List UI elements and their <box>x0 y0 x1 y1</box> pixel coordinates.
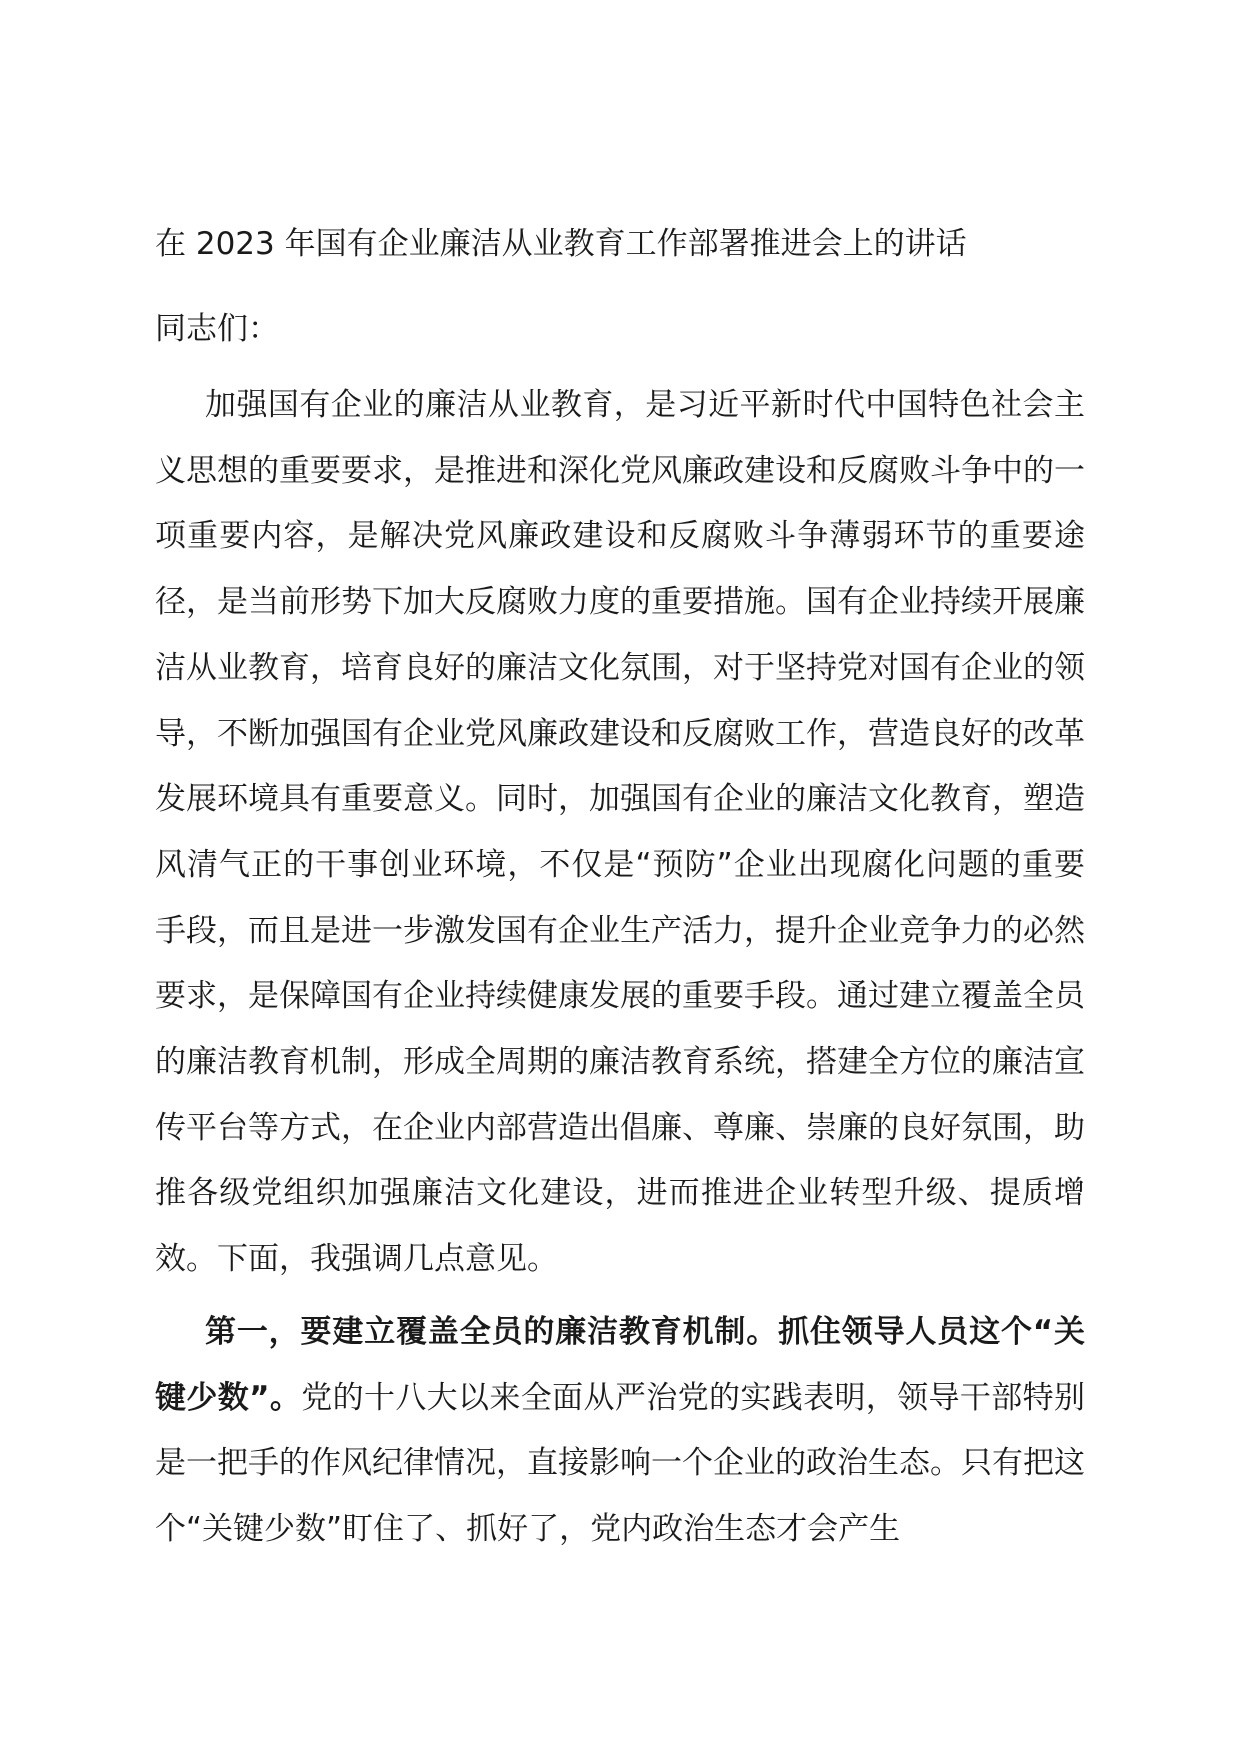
body-paragraph-intro <box>155 373 1085 1293</box>
body-paragraph-first-point <box>155 1300 1085 1563</box>
paragraph-lead-heading: 第一，要建立覆盖全员的廉洁教育机制。抓住领导人员这个“关键少数”。 <box>155 1314 1085 1416</box>
document-title: 在 2023 年国有企业廉洁从业教育工作部署推进会上的讲话 <box>155 226 967 262</box>
paragraph-text: 党的十八大以来全面从严治党的实践表明，领导干部特别是一把手的作风纪律情况，直接影响一个企业的政治生态。只有把这个“关键少数”盯住了、抓好了，党内政治生态才会产生 <box>155 1379 1086 1548</box>
salutation: 同志们： <box>155 311 279 347</box>
paragraph-text: 加强国有企业的廉洁从业教育，是习近平新时代中国特色社会主义思想的重要要求，是推进和深化党风廉政建设和反腐败斗争中的一项重要内容，是解决党风廉政建设和反腐败斗争薄弱环节的重要途径，是当前形势下加大反腐败力度的重要措施。国有企业持续开展廉洁从业教育，培育良好的廉洁文化氛围，对于坚持党对国有企业的领导，不断加强国有企业党风廉政建设和反腐败工作，营造良好的改革发展环境具有重要意义。同时，加强国有企业的廉洁文化教育，塑造风清气正的干事创业环境，不仅是“预防”企业出现腐化问题的重要手段，而且是进一步激发国有企业生产活力，提升企业竞争力的必然要求，是保障国有企业持续健康发展的重要手段。通过建立覆盖全员的廉洁教育机制，形成全周期的廉洁教育系统，搭建全方位的廉洁宣传平台等方式，在企业内部营造出倡廉、尊廉、崇廉的良好氛围，助推各级党组织加强廉洁文化建设，进而推进企业转型升级、提质增效。下面，我强调几点意见。 <box>155 387 1085 1278</box>
